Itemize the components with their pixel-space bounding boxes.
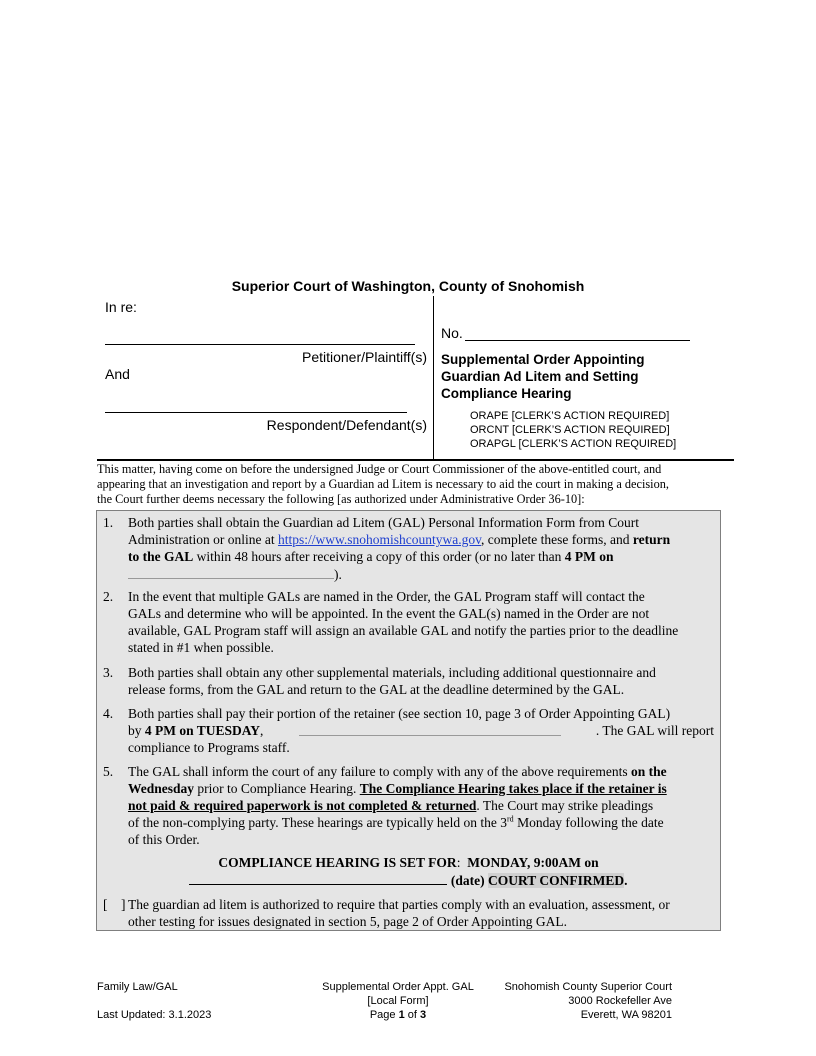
compliance-hearing-line-2: (date) COURT CONFIRMED.: [97, 871, 720, 889]
footer-right: [472, 980, 672, 1022]
item-4-line-1: Both parties shall pay their portion of the retainer (see section 10, page 3 of Order Appointing GAL): [128, 706, 671, 721]
item-number: 5.: [103, 764, 114, 779]
item-4-line-3: compliance to Programs staff.: [128, 740, 290, 755]
item-5-line-5: of this Order.: [128, 832, 200, 847]
item-2-line-3: available, GAL Program staff will assign an available GAL and notify the parties prior to the deadline: [128, 623, 679, 638]
order-items-box: [96, 510, 721, 931]
respondent-label: Respondent/Defendant(s): [266, 417, 427, 433]
footer-last-updated: Last Updated: 3.1.2023: [97, 1009, 212, 1021]
item-3-line-2: release forms, from the GAL and return to the GAL at the deadline determined by the GAL.: [128, 682, 625, 697]
item-5-line-4: of the non-complying party. These hearings are typically held on the 3rd Monday following the date: [128, 814, 664, 830]
item-1-line-1: Both parties shall obtain the Guardian ad Litem (GAL) Personal Information Form from Court: [128, 515, 640, 530]
item-5-line-2: Wednesday prior to Compliance Hearing. The Compliance Hearing takes place if the retainer is: [128, 781, 667, 796]
document-title-line-1: Supplemental Order Appointing: [441, 352, 645, 367]
footer-left: [97, 980, 211, 1022]
footer-form-category: Family Law/GAL: [97, 981, 178, 993]
document-title-line-3: Compliance Hearing: [441, 386, 572, 401]
item-2-line-1: In the event that multiple GALs are named in the Order, the GAL Program staff will contact the: [128, 589, 645, 604]
item-5-line-3: not paid & required paperwork is not completed & returned. The Court may strike pleadings: [128, 798, 654, 813]
court-confirmed-field[interactable]: COURT CONFIRMED: [487, 873, 625, 888]
evaluation-checkbox[interactable]: [ ]: [103, 897, 126, 912]
deadline-date-blank[interactable]: [128, 565, 334, 579]
order-item-5: [103, 763, 714, 848]
clerk-code-orcnt: ORCNT [CLERK’S ACTION REQUIRED]: [470, 424, 670, 436]
compliance-hearing-line-1: COMPLIANCE HEARING IS SET FOR: MONDAY, 9:00AM on: [218, 855, 599, 870]
petitioner-name-line[interactable]: [105, 344, 415, 345]
order-item-2: [103, 588, 714, 656]
item-1-line-4: ).: [128, 565, 714, 583]
clerk-action-codes: [470, 409, 676, 451]
item-2-line-2: GALs and determine who will be appointed. In the event the GAL(s) named in the Order are not: [128, 606, 650, 621]
footer-street-address: 3000 Rockefeller Ave: [568, 995, 672, 1007]
case-number-label: No.: [441, 325, 463, 341]
item-number: 2.: [103, 589, 114, 604]
footer-page-number: Page 1 of 3: [369, 1009, 427, 1021]
order-item-4: [103, 705, 714, 756]
and-label: And: [105, 366, 130, 382]
document-title-line-2: Guardian Ad Litem and Setting: [441, 369, 639, 384]
caption-divider: [433, 296, 434, 460]
footer-court-name: Snohomish County Superior Court: [504, 981, 672, 993]
case-caption: [97, 296, 734, 460]
respondent-name-line[interactable]: [105, 412, 407, 413]
item-5-line-1: The GAL shall inform the court of any failure to comply with any of the above requirements on the: [128, 764, 667, 779]
item-1-line-3: to the GAL within 48 hours after receiving a copy of this order (or no later than 4 PM on: [128, 549, 614, 564]
evaluation-line-1: The guardian ad litem is authorized to require that parties comply with an evaluation, assessment, or: [128, 897, 670, 912]
evaluation-line-2: other testing for issues designated in section 5, page 2 of Order Appointing GAL.: [128, 914, 568, 929]
item-number: 1.: [103, 515, 114, 530]
item-4-line-2: by 4 PM on TUESDAY, . The GAL will report: [128, 723, 714, 738]
retainer-date-blank[interactable]: [299, 722, 561, 736]
petitioner-label: Petitioner/Plaintiff(s): [301, 349, 427, 365]
item-1-line-2: Administration or online at https://www.snohomishcountywa.gov, complete these forms, and return: [128, 532, 671, 547]
footer-city-state-zip: Everett, WA 98201: [580, 1009, 672, 1021]
intro-paragraph: [97, 462, 721, 507]
document-title: [441, 351, 645, 402]
footer-local-form: [Local Form]: [367, 995, 429, 1007]
intro-line-3: the Court further deems necessary the following [as authorized under Administrative Order 36-10]:: [97, 492, 585, 506]
item-number: 4.: [103, 706, 114, 721]
intro-line-2: appearing that an investigation and report by a Guardian ad Litem is necessary to aid the court in making a decision,: [97, 477, 669, 491]
item-3-line-1: Both parties shall obtain any other supplemental materials, including additional questionnaire and: [128, 665, 656, 680]
intro-line-1: This matter, having come on before the undersigned Judge or Court Commissioner of the above-entitled court, and: [97, 462, 662, 476]
item-number: 3.: [103, 665, 114, 680]
clerk-code-orapgl: ORAPGL [CLERK’S ACTION REQUIRED]: [470, 438, 677, 450]
item-2-line-4: stated in #1 when possible.: [128, 640, 274, 655]
hearing-date-blank[interactable]: [189, 871, 447, 885]
order-item-3: [103, 664, 714, 698]
footer-form-title: Supplemental Order Appt. GAL: [322, 981, 474, 993]
caption-case-info: [441, 296, 734, 460]
order-item-1: [103, 514, 714, 583]
compliance-hearing-set: [97, 854, 720, 889]
evaluation-authorization-item: [103, 896, 714, 930]
in-re-label: In re:: [105, 299, 137, 315]
caption-parties: [97, 296, 433, 460]
caption-bottom-rule: [97, 459, 734, 461]
clerk-code-orape: ORAPE [CLERK’S ACTION REQUIRED]: [470, 410, 670, 422]
case-number-line[interactable]: [465, 340, 690, 341]
snohomish-county-link[interactable]: https://www.snohomishcountywa.gov: [277, 532, 481, 547]
court-title: Superior Court of Washington, County of Snohomish: [231, 278, 585, 294]
